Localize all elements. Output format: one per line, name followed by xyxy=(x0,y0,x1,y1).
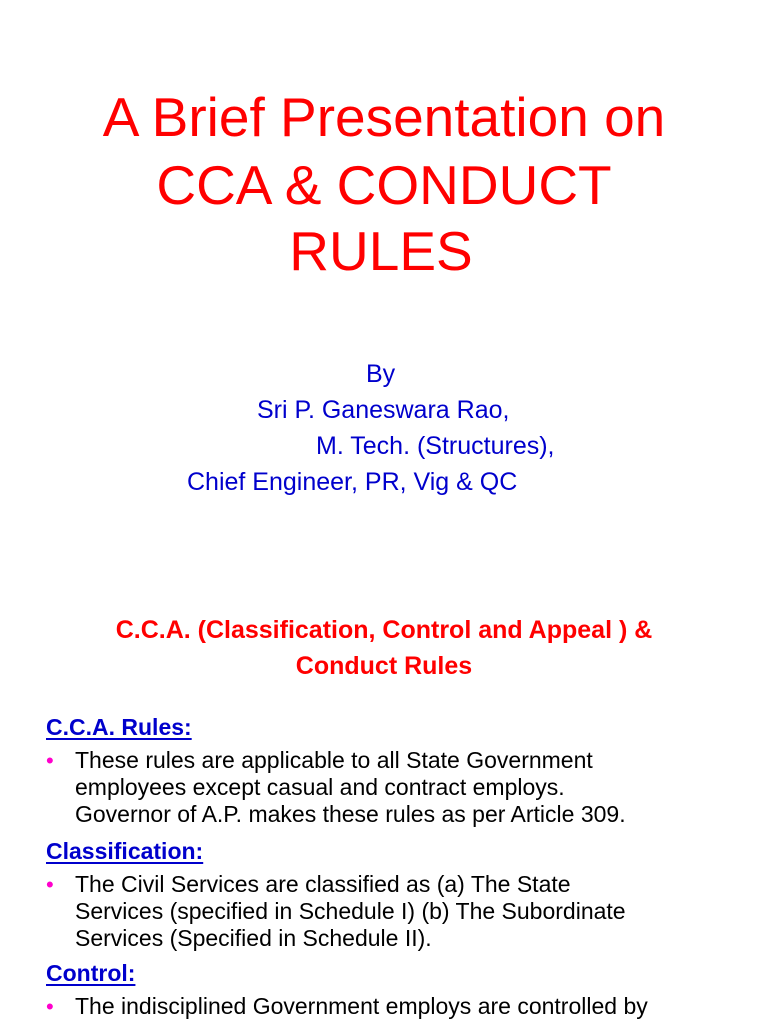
content-slide xyxy=(0,580,768,1024)
bullet-text-line: These rules are applicable to all State Government xyxy=(75,747,593,773)
bullet-text xyxy=(75,871,626,952)
bullet-dot-icon: • xyxy=(46,994,54,1019)
presentation-title-line-2: CCA & CONDUCT xyxy=(156,154,612,216)
byline-author-position: Chief Engineer, PR, Vig & QC xyxy=(187,468,518,496)
bullet-text-line: The Civil Services are classified as (a) The State xyxy=(75,871,571,897)
bullet-dot-icon: • xyxy=(46,872,54,897)
byline-by: By xyxy=(366,360,396,388)
bullet-text-line: employees except casual and contract employs. xyxy=(75,774,565,800)
bullet-text-line: Services (specified in Schedule I) (b) The Subordinate xyxy=(75,898,626,924)
byline-author-degree: M. Tech. (Structures), xyxy=(316,432,555,460)
bullet-text-line: Governor of A.P. makes these rules as per Article 309. xyxy=(75,801,626,827)
section-heading-cca-rules: C.C.A. Rules: xyxy=(46,714,192,740)
bullet-dot-icon: • xyxy=(46,748,54,773)
content-slide-title-line-2: Conduct Rules xyxy=(295,652,473,680)
bullet-text xyxy=(75,993,648,1020)
section-heading-classification: Classification: xyxy=(46,838,204,864)
presentation-title-line-3: RULES xyxy=(289,220,473,282)
bullet-text-line: Services (Specified in Schedule II). xyxy=(75,925,432,951)
content-slide-title-line-1: C.C.A. (Classification, Control and Appeal ) & xyxy=(115,616,653,644)
bullet-text xyxy=(75,747,626,828)
byline-author-name: Sri P. Ganeswara Rao, xyxy=(257,396,510,424)
section-heading-control: Control: xyxy=(46,960,136,986)
bullet-text-line: The indisciplined Government employs are controlled by xyxy=(75,993,648,1019)
presentation-title-line-1: A Brief Presentation on xyxy=(102,86,666,148)
